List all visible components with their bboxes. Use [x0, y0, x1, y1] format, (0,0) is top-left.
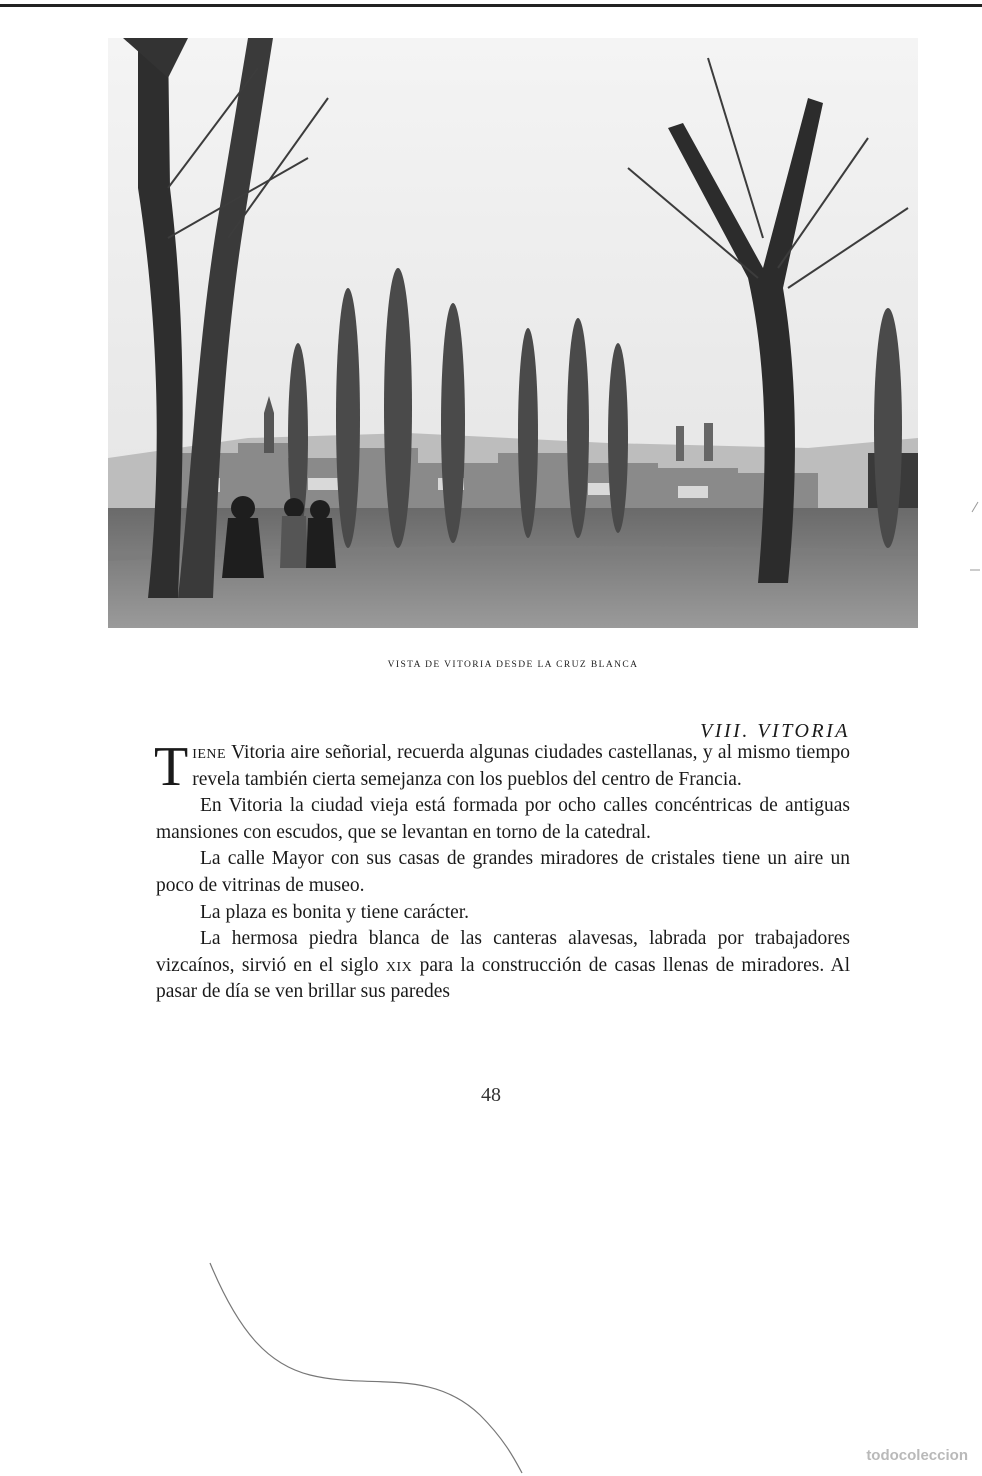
watermark: todocoleccion	[866, 1447, 968, 1464]
paragraph-5	[156, 926, 850, 1006]
paragraph-3: La calle Mayor con sus casas de grandes miradores de cristales tiene un aire un poco de vitrinas de museo.	[156, 848, 850, 896]
small-caps-word: iene	[192, 742, 227, 763]
top-rule	[0, 4, 982, 7]
paragraph-5-text-b: para la construcción de casas llenas de miradores. Al pasar de día se ven brillar sus paredes	[156, 954, 850, 1003]
paragraph-2: En Vitoria la ciudad vieja está formada por ocho calles concéntricas de antiguas mansiones con escudos, que se levantan en torno de la catedral.	[156, 795, 850, 843]
paragraph-1-text: Vitoria aire señorial, recuerda algunas ciudades castellanas, y al mismo tiempo revela también cierta semejanza con los pueblos del centro de Francia.	[192, 742, 850, 790]
drop-cap: T	[154, 736, 189, 798]
photo-vitoria-view	[108, 38, 918, 628]
photo-illustration	[108, 38, 918, 628]
paragraph-1	[154, 736, 850, 798]
pencil-scribble	[200, 1255, 540, 1475]
margin-mark	[968, 500, 982, 580]
page-number: 48	[481, 1084, 501, 1106]
chapter-title: VIII. VITORIA	[700, 720, 850, 742]
body-text	[154, 736, 850, 1006]
photo-caption: VISTA DE VITORIA DESDE LA CRUZ BLANCA	[387, 660, 639, 670]
century-numeral: xix	[385, 954, 413, 976]
paragraph-4: La plaza es bonita y tiene carácter.	[200, 901, 470, 923]
paragraph-5-text-a: La hermosa piedra blanca de las canteras alavesas, labrada por trabajadores vizcaínos, sirvió en el siglo	[156, 928, 850, 976]
